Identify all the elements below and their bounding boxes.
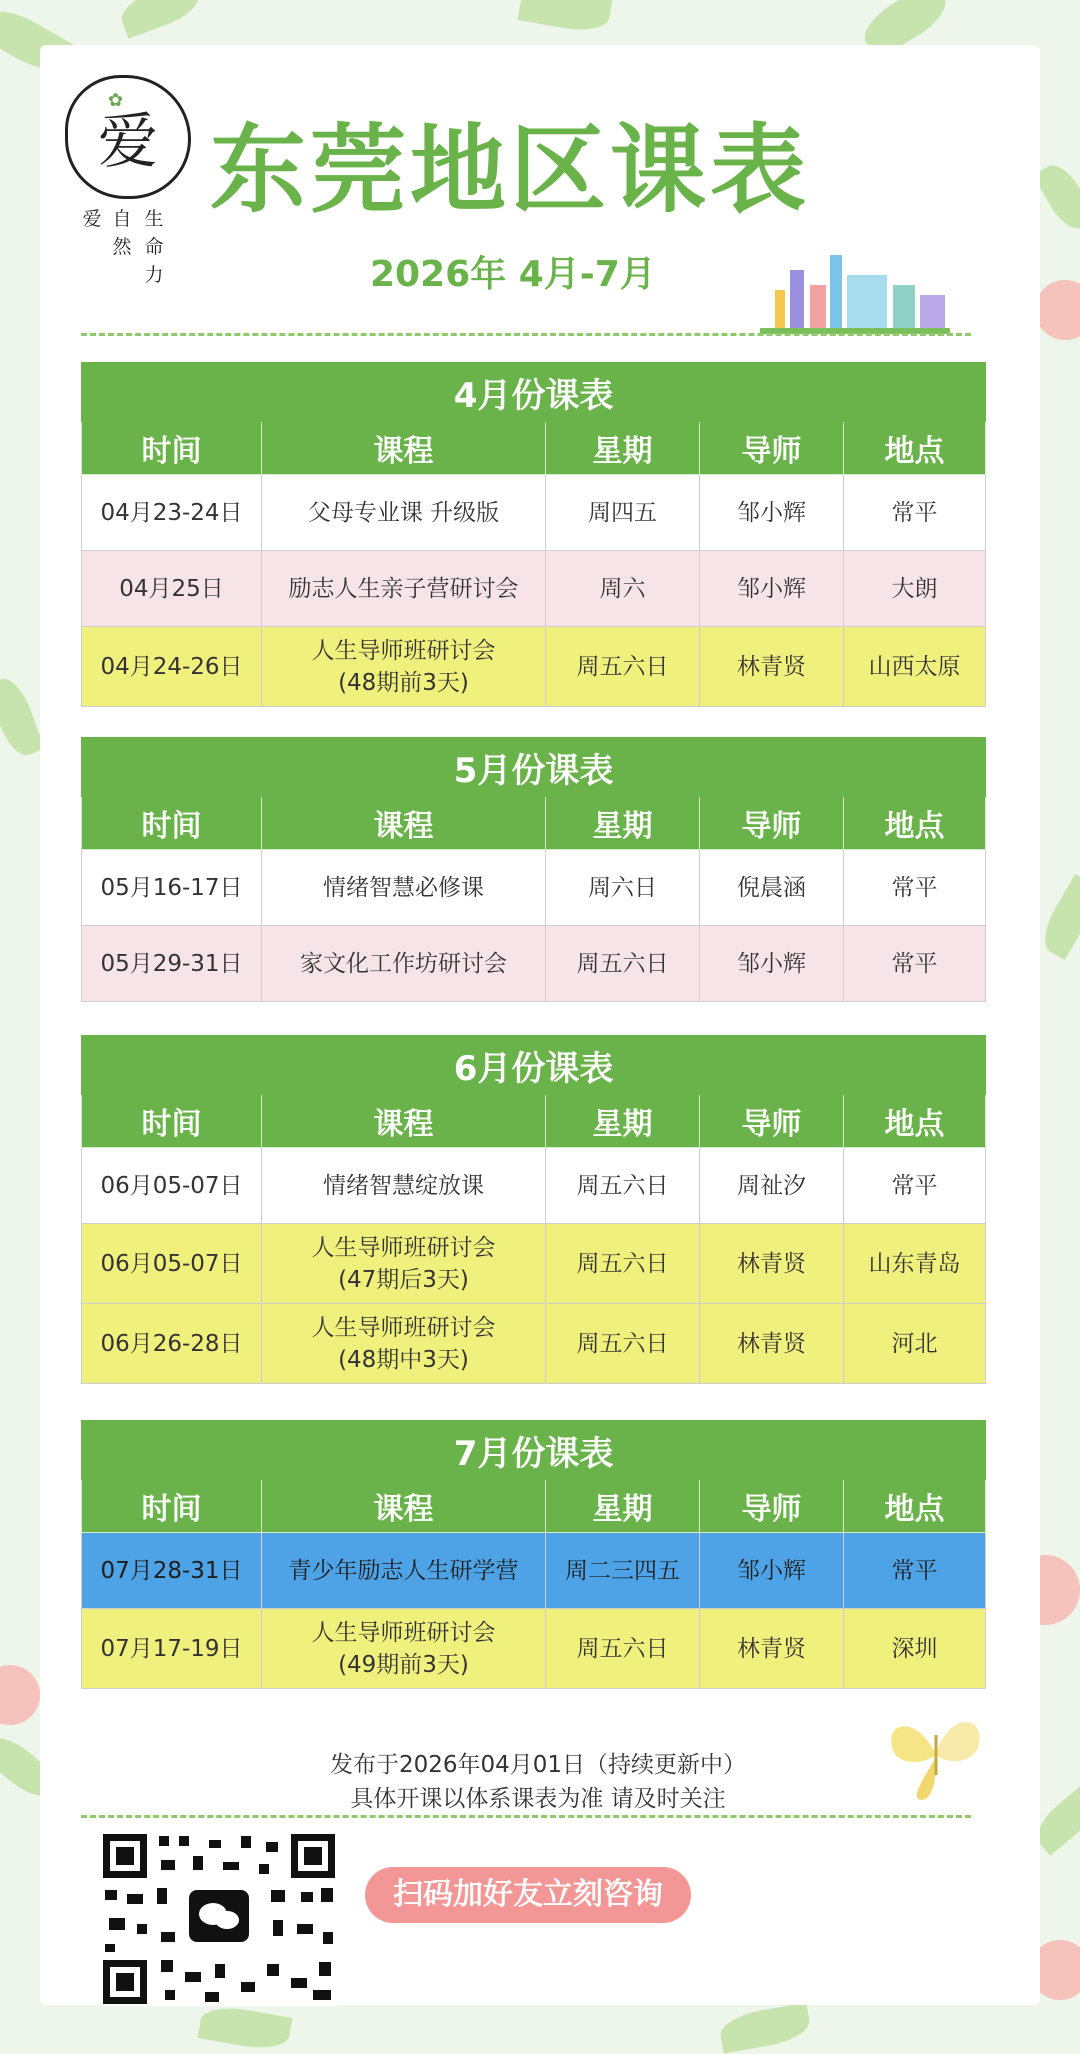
weekday-cell: 周四五 [546,475,700,551]
slogan-column-2 [110,205,134,261]
weekday-cell: 周二三四五 [546,1533,700,1609]
place-cell: 常平 [844,475,986,551]
background-leaf [718,2002,813,2053]
leaf-icon: ✿ [108,90,124,111]
table-row [82,1304,986,1384]
place-cell: 山东青岛 [844,1224,986,1304]
month-table [81,362,986,707]
col-place: 地点 [844,422,986,475]
publish-note: 发布于2026年04月01日（持续更新中） [329,1752,747,1778]
course-note: (48期前3天) [338,669,469,696]
place-cell: 深圳 [844,1609,986,1689]
table-row [82,926,986,1002]
course-name: 人生导师班研讨会 [311,1234,496,1261]
course-cell [262,1609,546,1689]
background-flower [1035,280,1080,340]
month-title: 4月份课表 [82,363,986,422]
month-title: 5月份课表 [82,738,986,797]
col-place: 地点 [844,1095,986,1148]
table-row [82,627,986,707]
course-cell [262,627,546,707]
time-cell: 06月05-07日 [82,1224,262,1304]
month-title: 6月份课表 [82,1036,986,1095]
time-cell: 04月23-24日 [82,475,262,551]
course-note: (49期前3天) [338,1651,469,1678]
col-place: 地点 [844,1480,986,1533]
teacher-cell: 邹小辉 [700,551,844,627]
col-teacher: 导师 [700,1095,844,1148]
time-cell: 07月17-19日 [82,1609,262,1689]
teacher-cell: 倪晨涵 [700,850,844,926]
course-cell [262,1533,546,1609]
col-weekday: 星期 [546,422,700,475]
course-cell [262,850,546,926]
slogan-char: 命 [144,236,164,258]
time-cell: 05月29-31日 [82,926,262,1002]
weekday-cell: 周五六日 [546,1304,700,1384]
background-leaf [116,0,203,39]
table-row [82,551,986,627]
table-row [82,1533,986,1609]
place-cell: 常平 [844,1148,986,1224]
weekday-cell: 周五六日 [546,1148,700,1224]
follow-note: 具体开课以体系课表为准 请及时关注 [350,1786,726,1812]
course-name: 人生导师班研讨会 [311,1314,496,1341]
qr-code[interactable] [101,1832,337,2006]
table-row [82,1148,986,1224]
slogan-char: 生 [144,208,164,230]
slogan-char: 然 [112,236,132,258]
butterfly-icon [878,1705,993,1805]
time-cell: 05月16-17日 [82,850,262,926]
col-course: 课程 [262,797,546,850]
table-row [82,1224,986,1304]
col-time: 时间 [82,1480,262,1533]
header-divider [81,333,971,336]
col-weekday: 星期 [546,1480,700,1533]
col-course: 课程 [262,1095,546,1148]
place-cell: 大朗 [844,551,986,627]
teacher-cell: 周祉汐 [700,1148,844,1224]
page-subtitle: 2026年 4月-7月 [370,254,656,295]
time-cell: 06月26-28日 [82,1304,262,1384]
teacher-cell: 邹小辉 [700,475,844,551]
slogan-column-3 [142,205,166,289]
col-weekday: 星期 [546,797,700,850]
course-cell [262,475,546,551]
background-leaf [198,2002,293,2053]
place-cell: 常平 [844,926,986,1002]
course-cell [262,551,546,627]
background-flower [0,1665,40,1725]
logo-character: 爱 [98,107,158,177]
time-cell: 04月24-26日 [82,627,262,707]
weekday-cell: 周五六日 [546,627,700,707]
teacher-cell: 林青贤 [700,1304,844,1384]
teacher-cell: 邹小辉 [700,1533,844,1609]
slogan-column-1 [80,205,104,233]
col-weekday: 星期 [546,1095,700,1148]
month-table [81,1035,986,1384]
teacher-cell: 林青贤 [700,627,844,707]
course-name: 人生导师班研讨会 [311,637,496,664]
table-row [82,850,986,926]
month-title: 7月份课表 [82,1421,986,1480]
slogan-char: 力 [144,264,164,286]
col-time: 时间 [82,797,262,850]
weekday-cell: 周六日 [546,850,700,926]
footer-divider [81,1815,971,1818]
teacher-cell: 林青贤 [700,1609,844,1689]
col-place: 地点 [844,797,986,850]
course-name: 情绪智慧必修课 [323,874,484,901]
course-name: 父母专业课 升级版 [307,499,500,526]
table-row [82,1609,986,1689]
course-name: 人生导师班研讨会 [311,1619,496,1646]
month-table [81,1420,986,1689]
col-course: 课程 [262,1480,546,1533]
brand-logo [65,75,191,199]
course-name: 情绪智慧绽放课 [323,1172,484,1199]
col-course: 课程 [262,422,546,475]
course-name: 励志人生亲子营研讨会 [288,575,519,602]
course-cell [262,1148,546,1224]
place-cell: 河北 [844,1304,986,1384]
slogan-char: 自 [112,208,132,230]
page-title: 东莞地区课表 [210,114,810,226]
time-cell: 06月05-07日 [82,1148,262,1224]
course-name: 青少年励志人生研学营 [288,1557,519,1584]
place-cell: 山西太原 [844,627,986,707]
col-teacher: 导师 [700,422,844,475]
weekday-cell: 周五六日 [546,926,700,1002]
weekday-cell: 周五六日 [546,1609,700,1689]
course-cell [262,1224,546,1304]
course-name: 家文化工作坊研讨会 [300,950,507,977]
background-leaf [0,674,45,761]
time-cell: 04月25日 [82,551,262,627]
col-time: 时间 [82,422,262,475]
table-row [82,475,986,551]
consult-button[interactable]: 扫码加好友立刻咨询 [365,1867,691,1923]
slogan-char: 爱 [82,208,102,230]
place-cell: 常平 [844,1533,986,1609]
weekday-cell: 周五六日 [546,1224,700,1304]
time-cell: 07月28-31日 [82,1533,262,1609]
weekday-cell: 周六 [546,551,700,627]
course-note: (48期中3天) [338,1346,469,1373]
col-teacher: 导师 [700,797,844,850]
course-cell [262,1304,546,1384]
city-skyline-icon [755,250,955,335]
col-time: 时间 [82,1095,262,1148]
col-teacher: 导师 [700,1480,844,1533]
teacher-cell: 邹小辉 [700,926,844,1002]
place-cell: 常平 [844,850,986,926]
background-leaf [1035,874,1080,960]
teacher-cell: 林青贤 [700,1224,844,1304]
background-leaf [518,0,613,36]
course-note: (47期后3天) [338,1266,469,1293]
course-cell [262,926,546,1002]
month-table [81,737,986,1002]
